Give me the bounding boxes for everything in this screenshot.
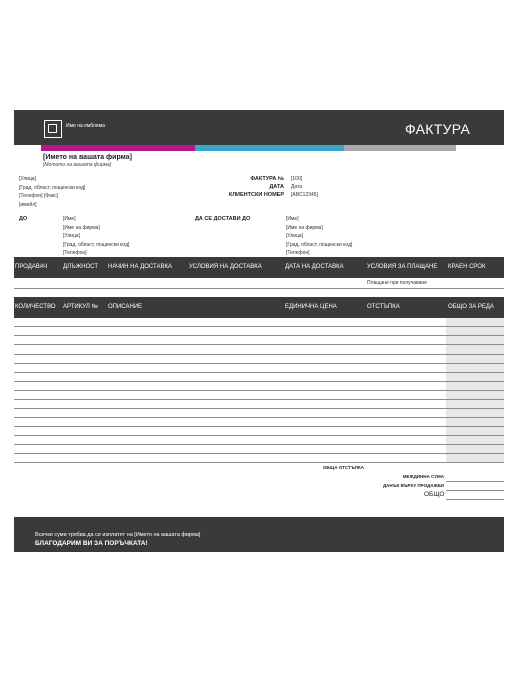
col-discount: ОТСТЪПКА	[367, 304, 400, 310]
invoice-date-value: Дата	[291, 184, 303, 190]
accent-bar-blue	[195, 145, 344, 151]
bill-to-phone: [Телефон]	[63, 250, 87, 257]
total-label: ОБЩО	[424, 491, 445, 498]
bill-to-city: [Град, област, пощенски код]	[63, 241, 130, 248]
logo-icon	[44, 120, 62, 138]
item-row-line	[14, 372, 504, 373]
sales-tax-label: ДАНЪК ВЪРХУ ПРОДАЖБИ	[382, 483, 444, 488]
order-row-divider	[14, 288, 504, 289]
bill-to-company: [Име на фирма]	[63, 224, 100, 231]
customer-number-label: КЛИЕНТСКИ НОМЕР	[228, 192, 284, 198]
customer-number-value: [ABC12345]	[291, 192, 318, 198]
col-delivery-date: ДАТА НА ДОСТАВКА	[285, 264, 344, 270]
ship-to-company: [Име на фирма]	[286, 224, 323, 231]
col-job: ДЛЪЖНОСТ	[63, 264, 99, 270]
subtotal-line	[446, 481, 504, 482]
item-row-line	[14, 354, 504, 355]
col-line-total: ОБЩО ЗА РЕДА	[448, 304, 494, 310]
ship-to-address	[286, 215, 352, 258]
payable-note: Всички суми трябва да се изплатят на [Името на вашата фирма]	[35, 532, 201, 538]
company-city: [Град, област, пощенски код]	[19, 184, 86, 191]
invoice-title: ФАКТУРА	[405, 121, 471, 137]
company-street: [Улица]	[19, 176, 36, 182]
total-line	[446, 499, 504, 500]
ship-to-street: [Улица]	[286, 233, 303, 240]
bill-to-label: ДО	[19, 216, 28, 222]
col-salesperson: ПРОДАВАЧ	[15, 264, 48, 270]
col-payment-terms: УСЛОВИЯ ЗА ПЛАЩАНЕ	[367, 264, 438, 270]
item-row-line	[14, 363, 504, 364]
payment-terms-value: Плащане при получаване	[367, 280, 427, 286]
item-row-line	[14, 335, 504, 336]
ship-to-phone: [Телефон]	[286, 250, 310, 257]
item-row-line	[14, 399, 504, 400]
invoice-number-value: [100]	[291, 176, 303, 182]
accent-bar-gray	[344, 145, 456, 151]
company-slogan: [Мотото на вашата фирма]	[43, 162, 112, 168]
invoice-date-label: ДАТА	[269, 184, 284, 190]
col-item-number: АРТИКУЛ №	[63, 304, 98, 310]
bill-to-street: [Улица]	[63, 233, 80, 240]
company-address	[19, 175, 85, 209]
total-discount-label: ОБЩА ОТСТЪПКА	[322, 465, 364, 470]
item-row-line	[14, 453, 504, 454]
item-row-line	[14, 381, 504, 382]
col-quantity: КОЛИЧЕСТВО	[15, 304, 56, 310]
sales-tax-line	[446, 490, 504, 491]
ship-to-city: [Град, област, пощенски код]	[286, 241, 353, 248]
item-row-line	[14, 344, 504, 345]
col-shipping-terms: УСЛОВИЯ НА ДОСТАВКА	[189, 264, 262, 270]
item-row-line	[14, 435, 504, 436]
item-row-line	[14, 426, 504, 427]
company-name: [Името на вашата фирма]	[43, 154, 132, 161]
item-row-line	[14, 444, 504, 445]
item-row-line	[14, 417, 504, 418]
logo-text: Име на емблема	[66, 123, 105, 129]
bill-to-address	[63, 215, 129, 258]
company-email: [имейл]	[19, 201, 37, 208]
col-unit-price: ЕДИНИЧНА ЦЕНА	[285, 304, 337, 310]
invoice-number-label: ФАКТУРА №	[250, 176, 284, 182]
item-row-line	[14, 390, 504, 391]
ship-to-label: ДА СЕ ДОСТАВИ ДО	[195, 216, 251, 222]
item-row-line	[14, 326, 504, 327]
col-shipping-method: НАЧИН НА ДОСТАВКА	[108, 264, 173, 270]
ship-to-name: [Име]	[286, 216, 299, 222]
bill-to-name: [Име]	[63, 216, 76, 222]
col-due-date: КРАЕН СРОК	[448, 264, 486, 270]
accent-bar-magenta	[41, 145, 195, 151]
item-row-line	[14, 462, 504, 463]
subtotal-label: МЕЖДИННА СУМА	[402, 474, 444, 479]
thank-you-message: БЛАГОДАРИМ ВИ ЗА ПОРЪЧКАТА!	[35, 540, 148, 547]
col-description: ОПИСАНИЕ	[108, 304, 143, 310]
company-phone-fax: [Телефон] [Факс]	[19, 193, 59, 200]
item-row-line	[14, 408, 504, 409]
